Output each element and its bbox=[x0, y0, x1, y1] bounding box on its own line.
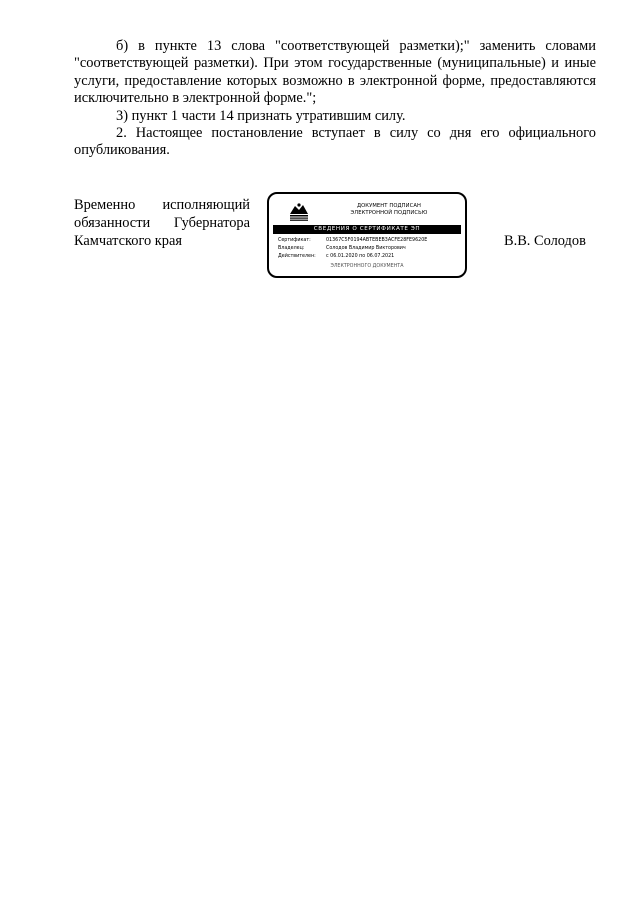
certificate-value: 01367C5F0194ABTEBEB3ACFE28FE9620E bbox=[326, 238, 428, 243]
paragraph-clause-2: 2. Настоящее постановление вступает в силу со дня его официального опубликования. bbox=[74, 125, 596, 159]
paragraph-item-b: б) в пункте 13 слова "соответствующей разметки);" заменить словами "соответствующей разметки). При этом государственные (муниципальные) и иные услуги, предоставление которых возможно в электронной форме, предоставляются исключительно в электронной форме."; bbox=[74, 38, 596, 107]
signatory-position-line-1: Временно исполняющий bbox=[74, 197, 250, 213]
stamp-owner-row bbox=[278, 246, 406, 252]
owner-label: Владелец: bbox=[278, 246, 305, 251]
document-body bbox=[74, 38, 596, 160]
stamp-validity-row bbox=[278, 254, 394, 260]
electronic-signature-stamp bbox=[267, 192, 467, 278]
certificate-label: Сертификат: bbox=[278, 238, 311, 243]
kamchatka-emblem-icon bbox=[288, 202, 310, 222]
signatory-position bbox=[74, 196, 250, 250]
stamp-footer: ЭЛЕКТРОННОГО ДОКУМЕНТА bbox=[330, 264, 404, 269]
stamp-certificate-bar: СВЕДЕНИЯ О СЕРТИФИКАТЕ ЭП bbox=[273, 225, 461, 234]
stamp-header-line-1: ДОКУМЕНТ ПОДПИСАН bbox=[356, 203, 422, 209]
stamp-header-line-2: ЭЛЕКТРОННОЙ ПОДПИСЬЮ bbox=[350, 210, 428, 216]
signatory-position-line-2: обязанности Губернатора bbox=[74, 215, 250, 231]
validity-value: с 06.01.2020 по 06.07.2021 bbox=[326, 254, 395, 259]
signatory-position-line-3: Камчатского края bbox=[74, 233, 182, 249]
stamp-header bbox=[329, 203, 449, 217]
owner-value: Солодов Владимир Викторович bbox=[326, 246, 406, 251]
validity-label: Действителен: bbox=[278, 254, 316, 259]
paragraph-item-3: 3) пункт 1 части 14 признать утратившим силу. bbox=[116, 107, 406, 124]
stamp-certificate-row bbox=[278, 238, 427, 244]
signatory-name: В.В. Солодов bbox=[504, 233, 586, 249]
